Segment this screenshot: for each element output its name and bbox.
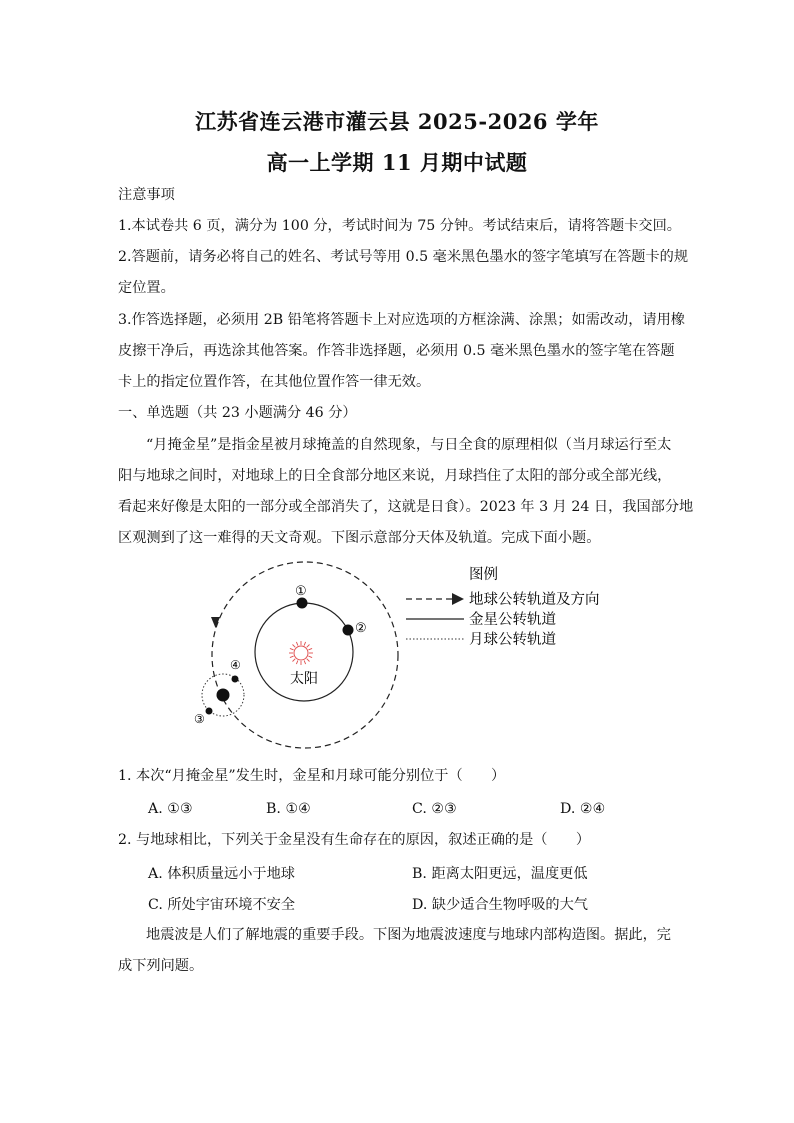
notice-item-2-line2: 定位置。 xyxy=(118,280,175,296)
legend-earth-arrow-icon xyxy=(452,593,464,605)
question-2-option-b[interactable]: B. 距离太阳更远，温度更低 xyxy=(412,866,588,882)
passage1-line1: “月掩金星”是指金星被月球掩盖的自然现象，与日全食的原理相似（当月球运行至太 xyxy=(146,437,672,453)
question-2-option-a[interactable]: A. 体积质量远小于地球 xyxy=(148,866,295,882)
question-2-stem: 2. 与地球相比，下列关于金星没有生命存在的原因，叙述正确的是（ ） xyxy=(118,832,591,848)
passage1-line3: 看起来好像是太阳的一部分或全部消失了，这就是日食）。2023 年 3 月 24 日，我国部分地 xyxy=(118,499,694,515)
question-1-option-d[interactable]: D. ②④ xyxy=(560,801,606,817)
passage2-line1: 地震波是人们了解地震的重要手段。下图为地震波速度与地球内部构造图。据此，完 xyxy=(146,927,671,943)
notice-item-1: 1.本试卷共 6 页，满分为 100 分，考试时间为 75 分钟。考试结束后，请将答题卡交回。 xyxy=(118,218,681,234)
notice-item-3-line2: 皮擦干净后，再选涂其他答案。作答非选择题，必须用 0.5 毫米黑色墨水的签字笔在答题 xyxy=(118,343,675,359)
moon-position-4 xyxy=(232,676,239,683)
marker-1-label: ① xyxy=(295,584,307,599)
venus-position-1 xyxy=(297,598,308,609)
question-1-option-b[interactable]: B. ①④ xyxy=(266,801,311,817)
sun-label: 太阳 xyxy=(290,671,318,687)
moon-position-3 xyxy=(206,708,213,715)
question-2-option-c[interactable]: C. 所处宇宙环境不安全 xyxy=(148,897,296,913)
venus-position-2 xyxy=(343,625,354,636)
legend-moon-label: 月球公转轨道 xyxy=(469,632,556,648)
question-2-option-d[interactable]: D. 缺少适合生物呼吸的大气 xyxy=(412,897,588,913)
notice-item-3-line1: 3.作答选择题，必须用 2B 铅笔将答题卡上对应选项的方框涂满、涂黑；如需改动，请用橡 xyxy=(118,312,685,328)
passage1-line4: 区观测到了这一难得的天文奇观。下图示意部分天体及轨道。完成下面小题。 xyxy=(118,530,601,546)
question-1-stem: 1. 本次“月掩金星”发生时，金星和月球可能分别位于（ ） xyxy=(118,768,506,784)
legend-title: 图例 xyxy=(469,567,498,583)
earth xyxy=(217,689,230,702)
marker-2-label: ② xyxy=(355,621,367,636)
question-1-option-a[interactable]: A. ①③ xyxy=(148,801,193,817)
passage1-line2: 阳与地球之间时，对地球上的日全食部分地区来说，月球挡住了太阳的部分或全部光线， xyxy=(118,468,672,484)
marker-3-label: ③ xyxy=(194,712,205,726)
orbit-diagram xyxy=(180,555,610,755)
question-1-option-c[interactable]: C. ②③ xyxy=(412,801,457,817)
legend-earth-label: 地球公转轨道及方向 xyxy=(469,592,600,608)
notice-item-2-line1: 2.答题前，请务必将自己的姓名、考试号等用 0.5 毫米黑色墨水的签字笔填写在答题卡的规 xyxy=(118,249,689,265)
section-heading: 一、单选题（共 23 小题满分 46 分） xyxy=(118,405,357,421)
legend-venus-label: 金星公转轨道 xyxy=(469,612,556,628)
earth-orbit-direction-arrow xyxy=(211,617,220,628)
notice-item-3-line3: 卡上的指定位置作答，在其他位置作答一律无效。 xyxy=(118,374,431,390)
exam-title-line2: 高一上学期 11 月期中试题 xyxy=(266,150,528,175)
marker-4-label: ④ xyxy=(230,658,241,672)
notice-heading: 注意事项 xyxy=(118,187,175,203)
sun-icon xyxy=(289,641,313,665)
exam-title-line1: 江苏省连云港市灌云县 2025-2026 学年 xyxy=(195,109,599,134)
passage2-line2: 成下列问题。 xyxy=(118,958,204,974)
